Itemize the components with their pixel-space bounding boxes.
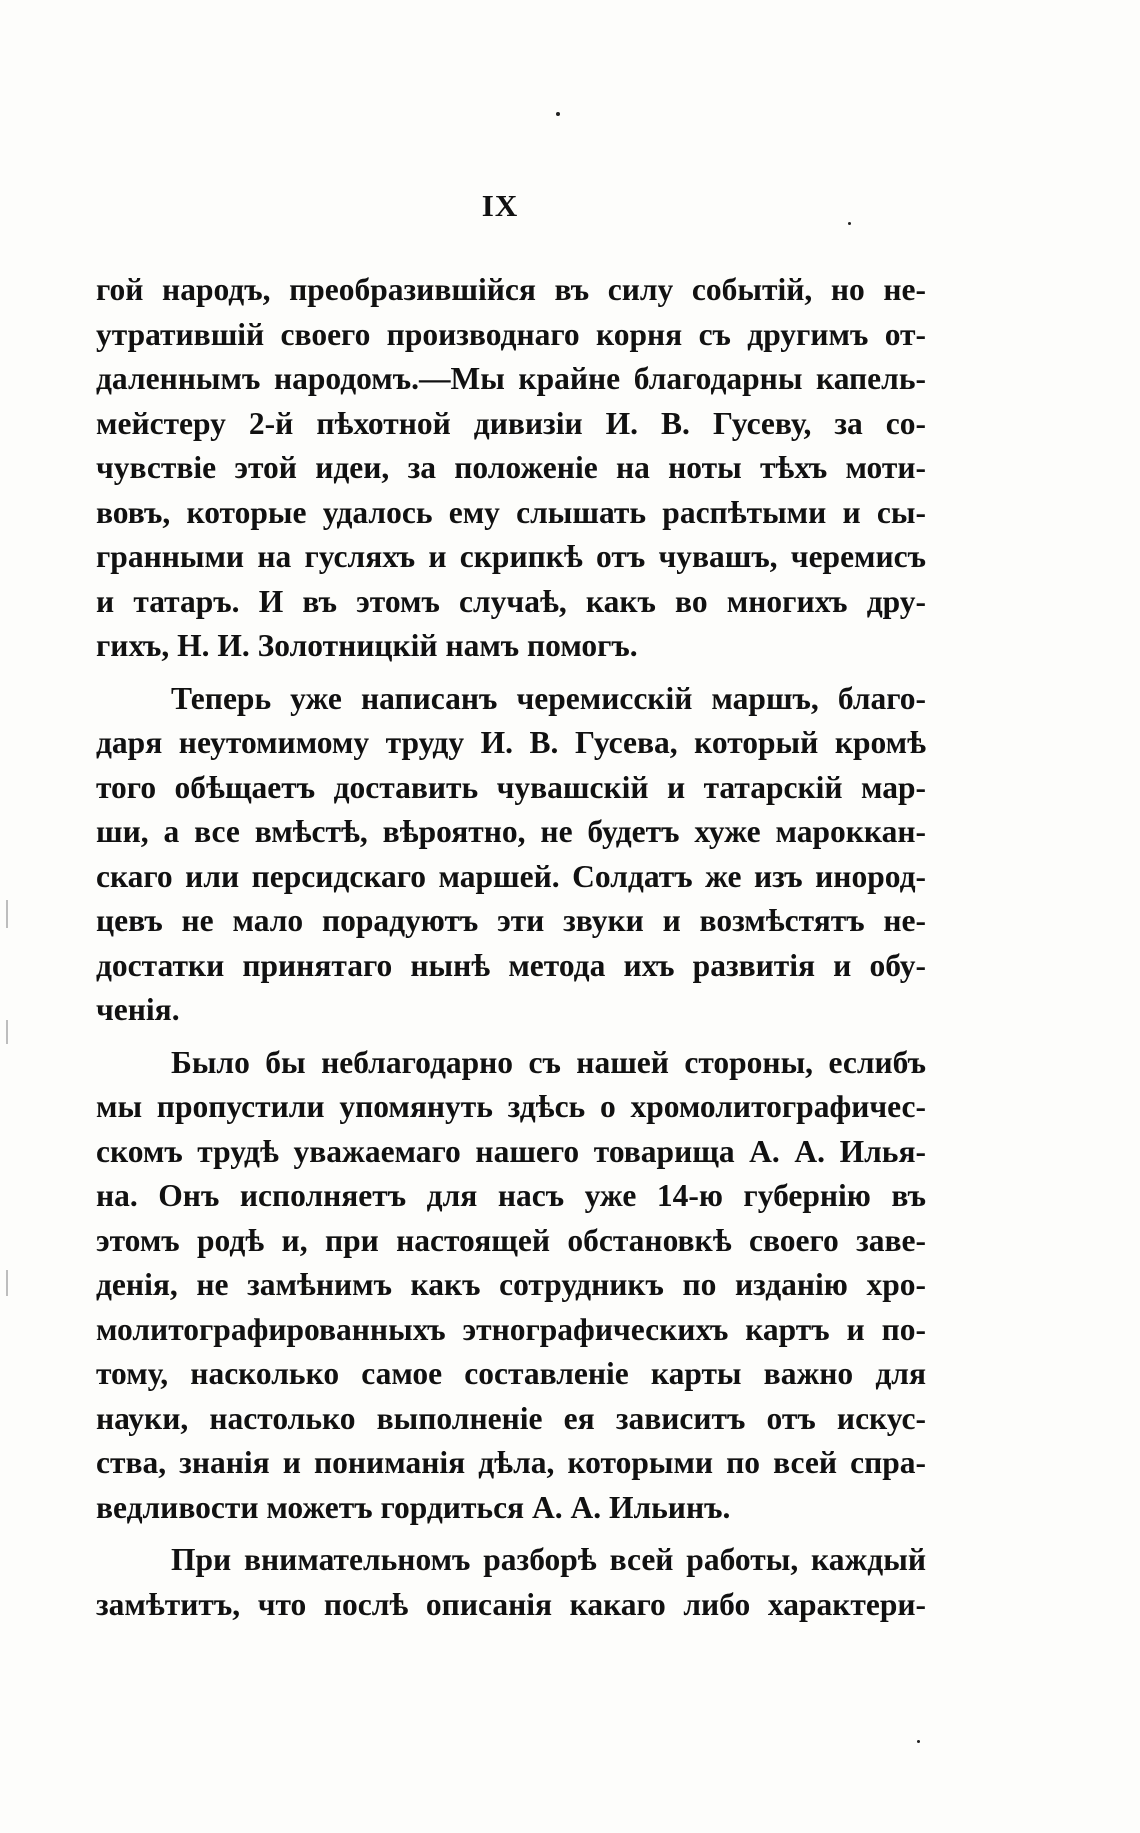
text-line: вовъ, которые удалось ему слышать распѣтыми и сы- [96,494,926,530]
text-line: гой народъ, преобразившійся въ силу событій, но не- [96,272,926,307]
text-line: ведливости можетъ гордиться А. А. Ильинъ. [96,1489,731,1525]
text-line: замѣтитъ, что послѣ описанія какаго либо характери- [96,1586,926,1622]
text-line: гихъ, Н. И. Золотницкій намъ помогъ. [96,628,638,663]
paragraph-gap [96,669,926,677]
text-line: Было бы неблагодарно съ нашей стороны, еслибъ [171,1044,926,1080]
text-line: мейстеру 2-й пѣхотной дивизіи И. В. Гусеву, за со- [96,405,926,441]
text-line: цевъ не мало порадуютъ эти звуки и возмѣстятъ не- [96,903,926,938]
text-line: ши, а все вмѣстѣ, вѣроятно, не будетъ хуже мароккан- [96,814,926,849]
text-line: мы пропустили упомянуть здѣсь о хромолитографичес- [96,1089,926,1124]
paragraph-gap [96,1033,926,1041]
text-line: гранными на гусляхъ и скрипкѣ отъ чувашъ, черемисъ [96,539,926,574]
text-line: ства, знанія и пониманія дѣла, которыми по всей спра- [96,1445,926,1480]
text-line: денія, не замѣнимъ какъ сотрудникъ по изданію хро- [96,1267,926,1302]
text-line: на. Онъ исполняетъ для насъ уже 14-ю губернію въ [96,1178,926,1213]
text-line: ченія. [96,992,180,1027]
text-line: скаго или персидскаго маршей. Солдатъ же изъ инород- [96,858,926,894]
text-line: достатки принятаго нынѣ метода ихъ развитія и обу- [96,947,926,983]
body-text [96,268,926,1627]
margin-mark [6,900,8,928]
text-line: Теперь уже написанъ черемисскій маршъ, благо- [171,680,926,716]
margin-mark [6,1020,8,1044]
text-line: тому, насколько самое составленіе карты важно для [96,1356,926,1391]
paragraph-gap [96,1530,926,1538]
ink-speck [556,112,560,116]
text-line: и татаръ. И въ этомъ случаѣ, какъ во многихъ дру- [96,583,926,619]
margin-mark [6,1270,8,1296]
text-line: молитографированныхъ этнографическихъ картъ и по- [96,1311,926,1347]
text-line: науки, настолько выполненіе ея зависитъ отъ искус- [96,1400,926,1436]
text-line: того обѣщаетъ доставить чувашскій и татарскій мар- [96,769,926,805]
text-line: даря неутомимому труду И. В. Гусева, который кромѣ [96,725,926,760]
text-line: чувствіе этой идеи, за положеніе на ноты тѣхъ моти- [96,450,926,485]
text-line: утратившій своего производнаго корня съ другимъ от- [96,316,926,352]
ink-speck [917,1740,920,1743]
text-line: этомъ родѣ и, при настоящей обстановкѣ своего заве- [96,1222,926,1258]
text-line: При внимательномъ разборѣ всей работы, каждый [171,1542,926,1577]
text-line: скомъ трудѣ уважаемаго нашего товарища А. А. Илья- [96,1133,926,1169]
page-number: IX [481,188,519,223]
text-line: даленнымъ народомъ.—Мы крайне благодарны капель- [96,361,926,396]
